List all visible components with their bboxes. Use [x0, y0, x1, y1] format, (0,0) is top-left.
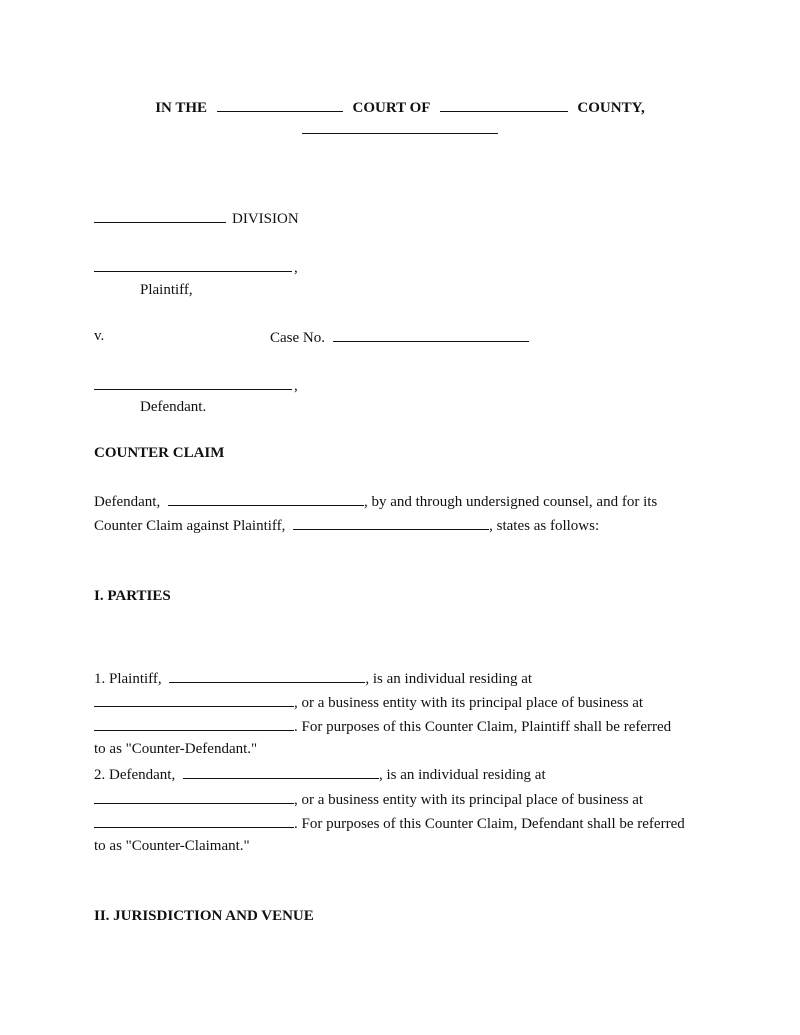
case-number-blank[interactable]: [333, 326, 529, 342]
party2-line-4: to as "Counter-Claimant.": [94, 838, 250, 854]
defendant-name-blank[interactable]: [94, 374, 292, 390]
court-header-line2: [302, 118, 498, 139]
party1-residence-blank[interactable]: [94, 691, 294, 707]
defendant-name-line: [94, 374, 298, 396]
intro-line-2-end: , states as follows:: [489, 518, 600, 534]
party2-line-3: [94, 812, 685, 834]
party1-line-3: [94, 715, 671, 737]
intro-defendant-label: Defendant,: [94, 494, 161, 510]
court-state-blank[interactable]: [302, 118, 498, 134]
party1-line-3-end: . For purposes of this Counter Claim, Plaintiff shall be referred: [294, 719, 672, 735]
section-jurisdiction-heading: II. JURISDICTION AND VENUE: [94, 908, 314, 924]
party2-line-2: [94, 788, 643, 810]
intro-line-1-end: , by and through undersigned counsel, and for its: [363, 494, 658, 510]
header-court-of: COURT OF: [352, 100, 430, 116]
party1-business-blank[interactable]: [94, 715, 294, 731]
party1-line-1-end: , is an individual residing at: [365, 671, 533, 687]
division-blank[interactable]: [94, 207, 226, 223]
plaintiff-label: Plaintiff,: [140, 282, 193, 298]
intro-line-2: [94, 514, 599, 536]
intro-plaintiff-blank[interactable]: [293, 514, 489, 530]
party2-line-1: [94, 763, 546, 785]
intro-defendant-blank[interactable]: [168, 490, 364, 506]
party1-line-2-end: , or a business entity with its principal place of business at: [294, 695, 644, 711]
intro-plaintiff-label: Counter Claim against Plaintiff,: [94, 518, 286, 534]
court-name-blank[interactable]: [217, 96, 343, 112]
defendant-comma: ,: [294, 378, 298, 394]
case-no-label: Case No.: [270, 330, 325, 346]
party1-line-1: [94, 667, 532, 689]
party2-residence-blank[interactable]: [94, 788, 294, 804]
party1-line-2: [94, 691, 643, 713]
county-name-blank[interactable]: [440, 96, 568, 112]
party2-line-3-end: . For purposes of this Counter Claim, Defendant shall be referred: [294, 816, 685, 832]
court-header: [0, 96, 800, 118]
party1-label: 1. Plaintiff,: [94, 671, 162, 687]
party2-line-1-end: , is an individual residing at: [378, 767, 546, 783]
party2-business-blank[interactable]: [94, 812, 294, 828]
defendant-label: Defendant.: [140, 399, 207, 415]
party2-name-blank[interactable]: [183, 763, 379, 779]
document-title: COUNTER CLAIM: [94, 445, 225, 461]
versus-label: v.: [94, 328, 105, 344]
case-number-line: [270, 326, 529, 348]
header-county: COUNTY,: [577, 100, 645, 116]
party2-label: 2. Defendant,: [94, 767, 176, 783]
party1-line-4: to as "Counter-Defendant.": [94, 741, 258, 757]
section-parties-heading: I. PARTIES: [94, 588, 171, 604]
division-line: [94, 207, 299, 229]
party2-line-2-end: , or a business entity with its principal place of business at: [294, 792, 644, 808]
header-in-the: IN THE: [155, 100, 208, 116]
intro-line-1: [94, 490, 657, 512]
plaintiff-name-blank[interactable]: [94, 256, 292, 272]
party1-name-blank[interactable]: [169, 667, 365, 683]
plaintiff-comma: ,: [294, 260, 298, 276]
division-label: DIVISION: [232, 211, 299, 227]
plaintiff-name-line: [94, 256, 298, 278]
